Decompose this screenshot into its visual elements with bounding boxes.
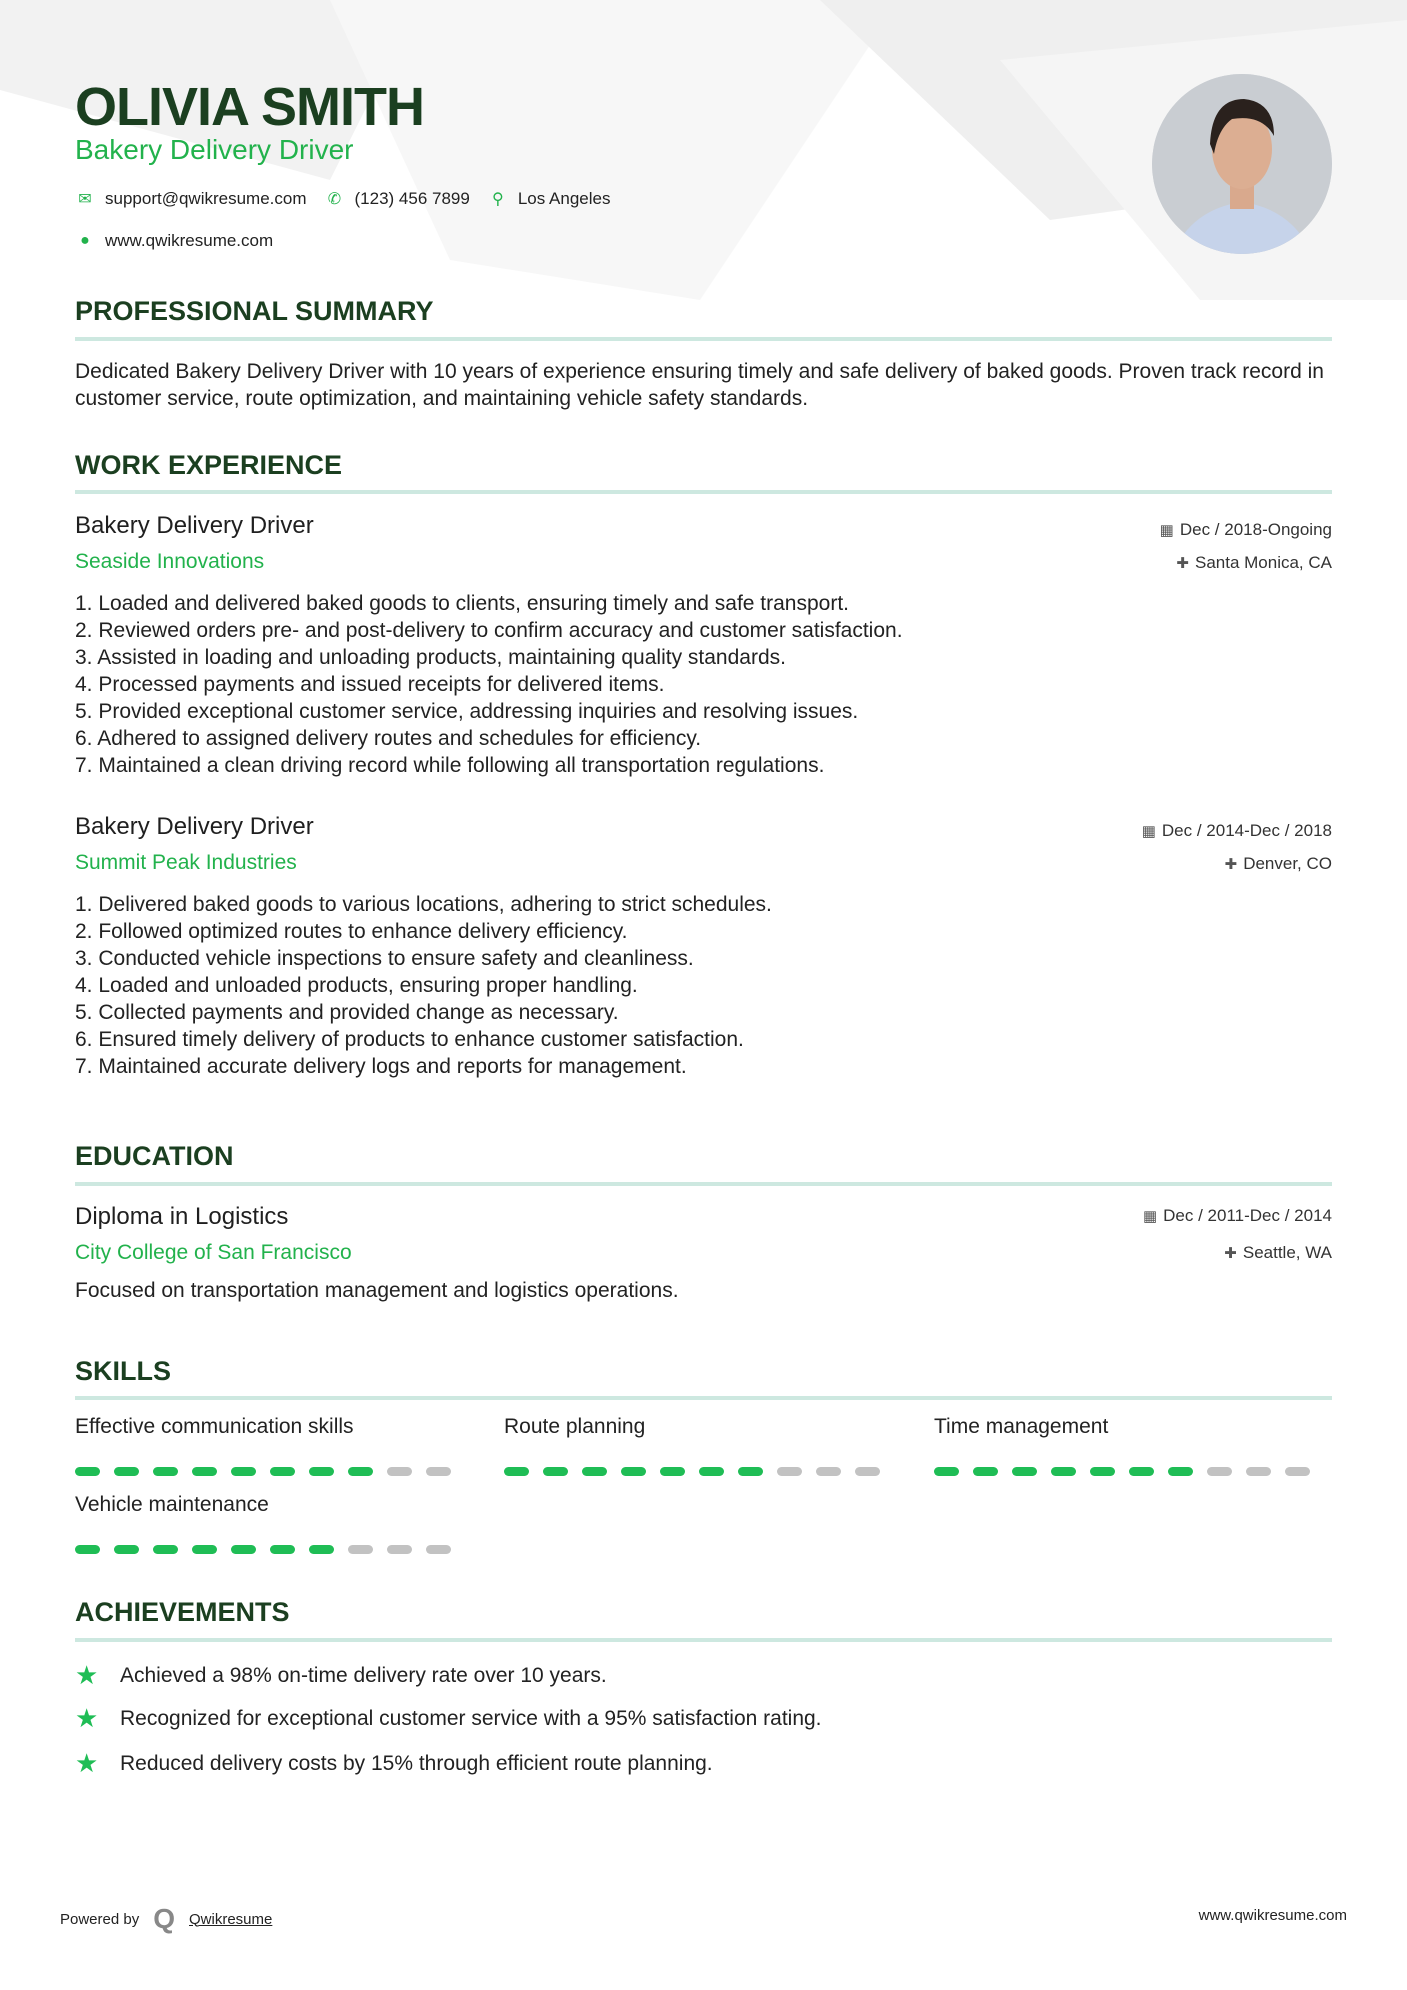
skill-level-meter bbox=[75, 1545, 451, 1554]
list-item: 1. Loaded and delivered baked goods to clients, ensuring timely and safe transport. bbox=[75, 592, 849, 615]
skill-level-segment bbox=[504, 1467, 529, 1476]
education-description: Focused on transportation management and logistics operations. bbox=[75, 1279, 679, 1302]
location: Los Angeles bbox=[517, 189, 611, 208]
job-company: Seaside Innovations bbox=[75, 550, 265, 573]
section-divider bbox=[75, 490, 1332, 494]
skill-level-segment bbox=[231, 1467, 256, 1476]
skill-level-segment bbox=[426, 1467, 451, 1476]
achievement-item bbox=[75, 1703, 822, 1734]
candidate-title: Bakery Delivery Driver bbox=[75, 134, 354, 165]
list-item: 3. Conducted vehicle inspections to ensure safety and cleanliness. bbox=[75, 947, 694, 970]
achievement-text: Reduced delivery costs by 15% through efficient route planning. bbox=[120, 1751, 713, 1775]
skill-level-segment bbox=[153, 1545, 178, 1554]
skill-level-segment bbox=[1246, 1467, 1271, 1476]
star-icon: ★ bbox=[75, 1703, 99, 1733]
education-location-text: Seattle, WA bbox=[1242, 1243, 1332, 1262]
list-item: 3. Assisted in loading and unloading products, maintaining quality standards. bbox=[75, 646, 786, 669]
list-item: 7. Maintained a clean driving record while following all transportation regulations. bbox=[75, 754, 825, 777]
job-date bbox=[1142, 821, 1332, 841]
achievements-heading: ACHIEVEMENTS bbox=[75, 1597, 290, 1627]
website[interactable]: www.qwikresume.com bbox=[105, 231, 274, 250]
skill-level-segment bbox=[777, 1467, 802, 1476]
achievement-text: Achieved a 98% on-time delivery rate over 10 years. bbox=[120, 1663, 607, 1687]
calendar-icon: ▦ bbox=[1141, 823, 1156, 840]
skill-level-segment bbox=[309, 1467, 334, 1476]
list-item: 7. Maintained accurate delivery logs and reports for management. bbox=[75, 1055, 687, 1078]
powered-by-label: Powered by bbox=[60, 1910, 140, 1928]
phone-icon: ✆ bbox=[327, 191, 342, 208]
qwikresume-logo-icon: Q bbox=[153, 1903, 175, 1934]
calendar-icon: ▦ bbox=[1142, 1208, 1158, 1225]
achievement-item bbox=[75, 1748, 713, 1779]
section-divider bbox=[75, 1182, 1332, 1186]
skill-level-segment bbox=[75, 1545, 100, 1554]
section-divider bbox=[75, 337, 1332, 341]
skill-level-segment bbox=[699, 1467, 724, 1476]
skill-level-segment bbox=[114, 1467, 139, 1476]
skill-level-segment bbox=[387, 1545, 412, 1554]
summary-text: Dedicated Bakery Delivery Driver with 10 years of experience ensuring timely and safe delivery of baked goods. Proven track record in customer service, route optimization, and maintaining vehicle safety standards. bbox=[75, 360, 1324, 410]
job-location-text: Denver, CO bbox=[1243, 854, 1332, 873]
skill-name: Time management bbox=[934, 1415, 1109, 1438]
contact-row bbox=[75, 189, 610, 209]
skill-level-segment bbox=[114, 1545, 139, 1554]
list-item: 2. Followed optimized routes to enhance delivery efficiency. bbox=[75, 920, 628, 943]
skill-level-segment bbox=[660, 1467, 685, 1476]
phone: (123) 456 7899 bbox=[354, 189, 470, 208]
list-item: 2. Reviewed orders pre- and post-delivery to confirm accuracy and customer satisfaction. bbox=[75, 619, 903, 642]
list-item: 4. Loaded and unloaded products, ensuring proper handling. bbox=[75, 974, 638, 997]
education-date-text: Dec / 2011-Dec / 2014 bbox=[1163, 1206, 1332, 1225]
skill-level-segment bbox=[426, 1545, 451, 1554]
skill-level-segment bbox=[582, 1467, 607, 1476]
skill-level-segment bbox=[1168, 1467, 1193, 1476]
skill-level-segment bbox=[270, 1545, 295, 1554]
job-location bbox=[1225, 854, 1332, 874]
summary-heading: PROFESSIONAL SUMMARY bbox=[75, 296, 434, 326]
education-date bbox=[1143, 1206, 1332, 1226]
footer-website[interactable]: www.qwikresume.com bbox=[1198, 1907, 1347, 1924]
degree: Diploma in Logistics bbox=[75, 1203, 289, 1230]
job-location-text: Santa Monica, CA bbox=[1194, 553, 1332, 572]
skill-level-segment bbox=[543, 1467, 568, 1476]
skill-level-segment bbox=[1129, 1467, 1154, 1476]
skill-name: Route planning bbox=[504, 1415, 646, 1438]
star-icon: ★ bbox=[75, 1660, 99, 1690]
pin-icon: ✚ bbox=[1176, 555, 1189, 572]
profile-photo bbox=[1152, 74, 1332, 254]
skill-level-meter bbox=[504, 1467, 880, 1476]
education-heading: EDUCATION bbox=[75, 1141, 234, 1171]
achievement-item bbox=[75, 1660, 607, 1691]
job-date-text: Dec / 2018-Ongoing bbox=[1179, 520, 1332, 539]
skill-level-segment bbox=[348, 1467, 373, 1476]
skill-level-meter bbox=[934, 1467, 1310, 1476]
brand-link[interactable]: Qwikresume bbox=[189, 1910, 273, 1928]
skills-heading: SKILLS bbox=[75, 1356, 172, 1386]
email-icon: ✉ bbox=[78, 191, 92, 208]
star-icon: ★ bbox=[75, 1748, 99, 1778]
job-location bbox=[1176, 553, 1332, 573]
skill-level-segment bbox=[387, 1467, 412, 1476]
job-duties bbox=[75, 590, 903, 779]
pin-icon: ✚ bbox=[1224, 1245, 1237, 1262]
skill-level-segment bbox=[1207, 1467, 1232, 1476]
skill-level-segment bbox=[348, 1545, 373, 1554]
list-item: 5. Collected payments and provided change as necessary. bbox=[75, 1001, 619, 1024]
skill-level-segment bbox=[192, 1467, 217, 1476]
globe-icon: ● bbox=[80, 232, 90, 249]
candidate-name: OLIVIA SMITH bbox=[75, 77, 424, 137]
skill-level-segment bbox=[75, 1467, 100, 1476]
section-divider bbox=[75, 1396, 1332, 1400]
job-title: Bakery Delivery Driver bbox=[75, 813, 314, 840]
email[interactable]: support@qwikresume.com bbox=[105, 189, 307, 208]
experience-heading: WORK EXPERIENCE bbox=[75, 450, 343, 480]
skill-level-segment bbox=[153, 1467, 178, 1476]
skill-level-segment bbox=[934, 1467, 959, 1476]
skill-level-segment bbox=[192, 1545, 217, 1554]
skill-level-segment bbox=[738, 1467, 763, 1476]
skill-level-segment bbox=[855, 1467, 880, 1476]
skill-level-meter bbox=[75, 1467, 451, 1476]
skill-level-segment bbox=[270, 1467, 295, 1476]
footer-powered bbox=[60, 1903, 272, 1935]
calendar-icon: ▦ bbox=[1159, 522, 1174, 539]
skill-level-segment bbox=[1285, 1467, 1310, 1476]
pin-icon: ✚ bbox=[1224, 856, 1238, 873]
skill-level-segment bbox=[621, 1467, 646, 1476]
job-company: Summit Peak Industries bbox=[75, 851, 297, 874]
skill-level-segment bbox=[309, 1545, 334, 1554]
skill-level-segment bbox=[231, 1545, 256, 1554]
skill-level-segment bbox=[816, 1467, 841, 1476]
skill-name: Vehicle maintenance bbox=[75, 1493, 269, 1516]
school: City College of San Francisco bbox=[75, 1241, 352, 1264]
list-item: 5. Provided exceptional customer service, addressing inquiries and resolving issues. bbox=[75, 700, 859, 723]
website-row bbox=[75, 231, 273, 251]
section-divider bbox=[75, 1638, 1332, 1642]
job-duties bbox=[75, 891, 772, 1080]
list-item: 1. Delivered baked goods to various locations, adhering to strict schedules. bbox=[75, 893, 772, 916]
list-item: 6. Ensured timely delivery of products to enhance customer satisfaction. bbox=[75, 1028, 744, 1051]
job-date bbox=[1160, 520, 1332, 540]
job-title: Bakery Delivery Driver bbox=[75, 512, 314, 539]
skill-level-segment bbox=[1051, 1467, 1076, 1476]
job-date-text: Dec / 2014-Dec / 2018 bbox=[1161, 821, 1332, 840]
achievement-text: Recognized for exceptional customer service with a 95% satisfaction rating. bbox=[120, 1706, 822, 1730]
location-pin-icon: ⚲ bbox=[491, 191, 504, 208]
skill-level-segment bbox=[973, 1467, 998, 1476]
list-item: 6. Adhered to assigned delivery routes and schedules for efficiency. bbox=[75, 727, 702, 750]
skill-level-segment bbox=[1090, 1467, 1115, 1476]
education-location bbox=[1224, 1243, 1332, 1263]
skill-name: Effective communication skills bbox=[75, 1415, 354, 1438]
list-item: 4. Processed payments and issued receipts for delivered items. bbox=[75, 673, 665, 696]
skill-level-segment bbox=[1012, 1467, 1037, 1476]
